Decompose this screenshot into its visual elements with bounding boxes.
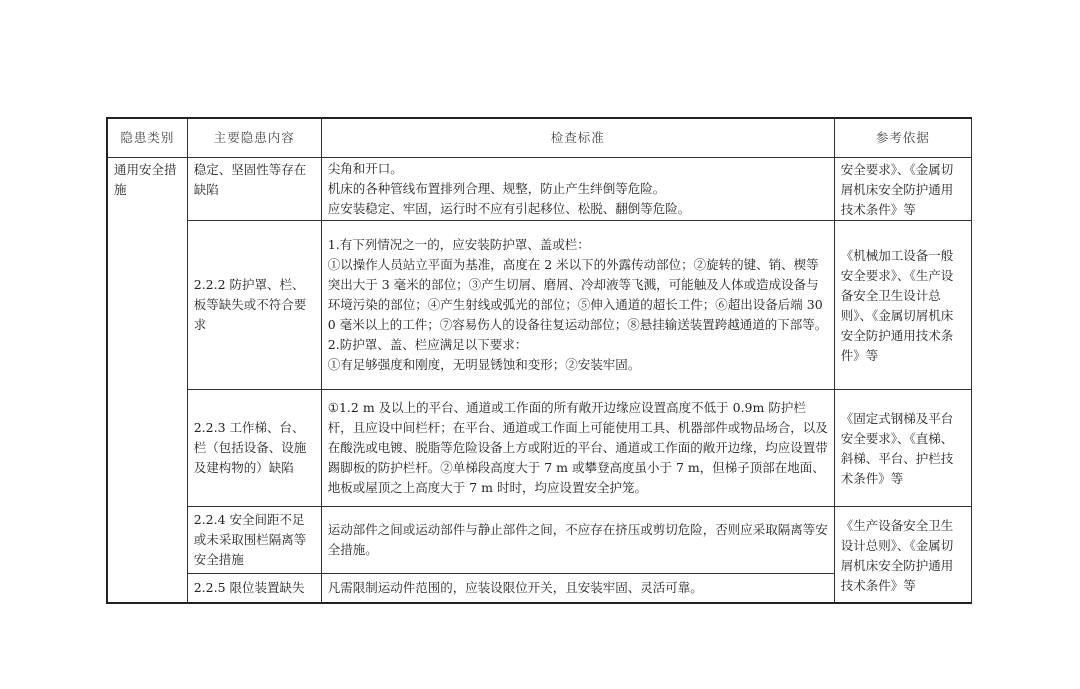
- standard-cell: [321, 390, 834, 507]
- table-header-row: [107, 118, 972, 158]
- header-basis: 参考依据: [834, 118, 971, 158]
- header-category: 隐患类别: [107, 118, 187, 158]
- table-row: [107, 507, 972, 574]
- standard-cell: [321, 507, 834, 574]
- basis-cell: 《固定式钢梯及平台安全要求》、《直梯、斜梯、平台、护栏技术条件》等: [834, 390, 971, 507]
- issue-cell: 2.2.4 安全间距不足或未采取围栏隔离等安全措施: [187, 507, 321, 574]
- standard-line: 2.防护罩、盖、栏应满足以下要求：: [327, 337, 528, 352]
- standard-line: 1.有下列情况之一的，应安装防护罩、盖或栏：: [327, 237, 590, 252]
- table-row: [107, 158, 972, 221]
- standard-line: 应安装稳定、牢固，运行时不应有引起移位、松脱、翻倒等危险。: [327, 201, 691, 216]
- standard-line: ①以操作人员站立平面为基准，高度在 2 米以下的外露传动部位；②旋转的键、销、楔等突出大于 3 毫米的部位；③产生切屑、磨屑、冷却液等飞溅，可能触及人体或造成设备与环境污染的部位；④产生射线或弧光的部位；⑤伸入通道的超长工件；⑥超出设备后端 300 毫米以上的工件；⑦容易伤人的设备往复运动部位；⑧悬挂输送装置跨越通道的下部等。: [327, 257, 828, 332]
- issue-cell: 2.2.2 防护罩、栏、板等缺失或不符合要求: [187, 221, 321, 390]
- standard-cell: [321, 221, 834, 390]
- standard-line: ①有足够强度和刚度，无明显锈蚀和变形；②安装牢固。: [327, 357, 641, 372]
- standard-line: 尖角和开口。: [327, 161, 403, 176]
- standard-line: ①1.2 m 及以上的平台、通道或工作面的所有敞开边缘应设置高度不低于 0.9m 防护栏杆，且应设中间栏杆；在平台、通道或工作面上可能使用工具、机器部件或物品场合，以及在酸洗或电镀、脱脂等危险设备上方或附近的平台、通道或工作面的敞开边缘，均应设置带踢脚板的防护栏杆。②单梯段高度大于 7 m 或攀登高度虽小于 7 m，但梯子顶部在地面、地板或屋顶之上高度大于 7 m 时时，均应设置安全护笼。: [327, 400, 828, 495]
- standard-line: 运动部件之间或运动部件与静止部件之间，不应存在挤压或剪切危险，否则应采取隔离等安全措施。: [327, 522, 828, 557]
- standard-line: 机床的各种管线布置排列合理、规整，防止产生绊倒等危险。: [327, 181, 666, 196]
- basis-cell: 《生产设备安全卫生设计总则》、《金属切屑机床安全防护通用技术条件》等: [834, 507, 971, 604]
- standard-cell: [321, 574, 834, 604]
- hazard-table-sheet: [106, 117, 972, 604]
- hazard-table: [106, 117, 972, 604]
- basis-cell: 安全要求》、《金属切屑机床安全防护通用技术条件》等: [834, 158, 971, 221]
- basis-cell: 《机械加工设备一般安全要求》、《生产设备安全卫生设计总则》、《金属切屑机床安全防护通用技术条件》等: [834, 221, 971, 390]
- issue-cell: 2.2.3 工作梯、台、栏（包括设备、设施及建构物的）缺陷: [187, 390, 321, 507]
- table-row: [107, 390, 972, 507]
- table-row: [107, 221, 972, 390]
- header-standard: 检查标准: [321, 118, 834, 158]
- issue-cell: 2.2.5 限位装置缺失: [187, 574, 321, 604]
- issue-cell: 稳定、坚固性等存在缺陷: [187, 158, 321, 221]
- standard-cell: [321, 158, 834, 221]
- category-cell: 通用安全措施: [107, 158, 187, 604]
- header-content: 主要隐患内容: [187, 118, 321, 158]
- standard-line: 凡需限制运动件范围的，应装设限位开关，且安装牢固、灵活可靠。: [327, 580, 703, 595]
